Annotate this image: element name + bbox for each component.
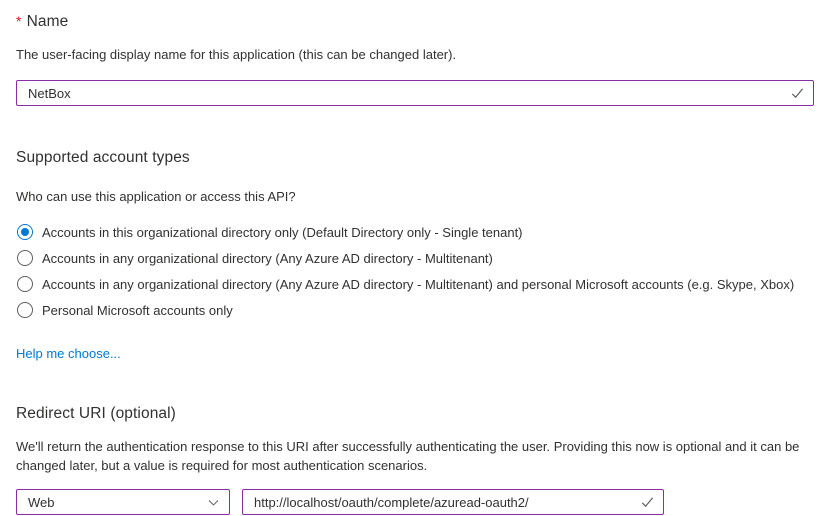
radio-option-label: Accounts in any organizational directory (Any Azure AD directory - Multitenant) [42, 250, 493, 266]
radio-option-label: Accounts in any organizational directory (Any Azure AD directory - Multitenant) and personal Microsoft accounts (e.g. Skype, Xbox) [42, 276, 795, 292]
name-label: Name [26, 13, 69, 30]
name-description: The user-facing display name for this application (this can be changed later). [16, 47, 457, 62]
platform-selected-value: Web [28, 494, 55, 510]
help-me-choose-link[interactable]: Help me choose... [16, 346, 121, 361]
redirect-uri-heading: Redirect URI (optional) [16, 405, 176, 422]
radio-button-icon[interactable] [17, 250, 33, 266]
name-section-heading [16, 13, 814, 31]
required-asterisk: * [16, 13, 22, 29]
radio-button-icon[interactable] [17, 276, 33, 292]
radio-option-personal-only[interactable] [16, 297, 814, 323]
radio-button-icon[interactable] [17, 302, 33, 318]
redirect-uri-controls [16, 489, 814, 515]
name-input-container [16, 80, 814, 106]
radio-option-label: Accounts in this organizational directory only (Default Directory only - Single tenant) [42, 224, 523, 240]
platform-select-dropdown[interactable] [16, 489, 230, 515]
radio-option-multitenant-personal[interactable] [16, 271, 814, 297]
account-types-heading: Supported account types [16, 149, 190, 166]
account-types-radio-group [16, 219, 814, 323]
redirect-uri-input[interactable] [243, 490, 663, 514]
account-types-question: Who can use this application or access this API? [16, 189, 296, 204]
redirect-uri-input-container [242, 489, 664, 515]
name-input[interactable] [17, 81, 813, 105]
redirect-uri-description: We'll return the authentication response to this URI after successfully authenticating the user. Providing this now is optional and it can be changed later, but a value is required for most authentication scenarios. [16, 439, 800, 473]
radio-option-single-tenant[interactable] [16, 219, 814, 245]
radio-option-multitenant[interactable] [16, 245, 814, 271]
radio-option-label: Personal Microsoft accounts only [42, 302, 233, 318]
chevron-down-icon [207, 496, 220, 509]
radio-button-icon[interactable] [17, 224, 33, 240]
